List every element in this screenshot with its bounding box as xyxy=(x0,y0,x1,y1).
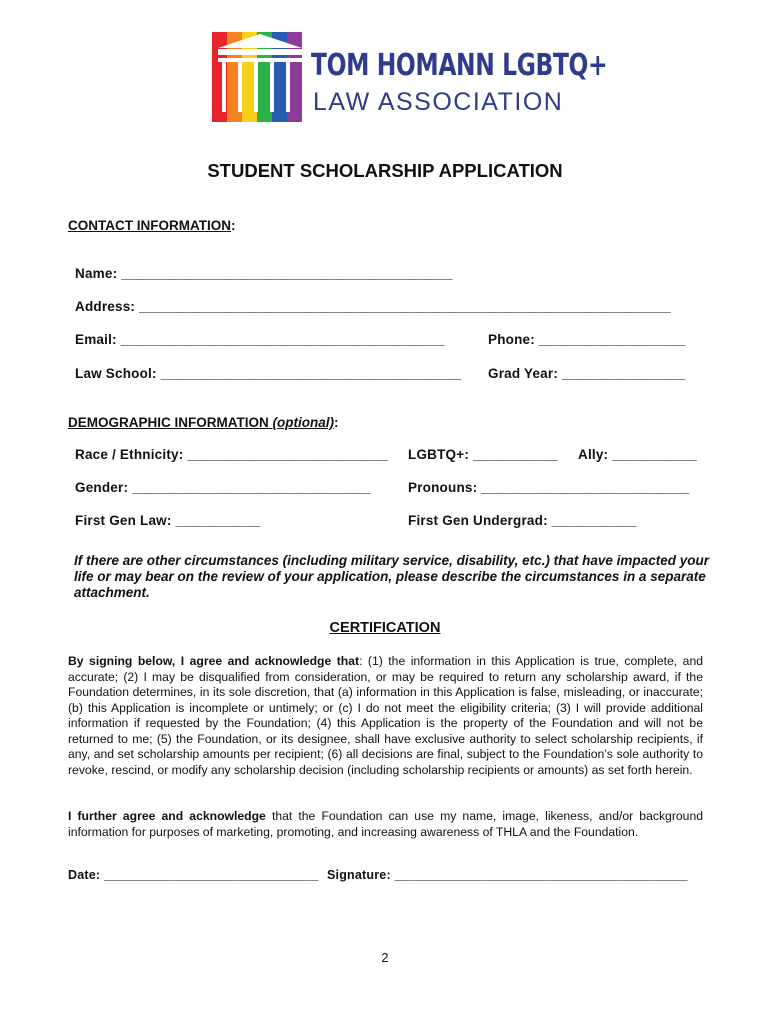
page-title: STUDENT SCHOLARSHIP APPLICATION xyxy=(207,160,563,181)
logo-subtitle: LAW ASSOCIATION xyxy=(313,88,564,116)
contact-heading: CONTACT INFORMATION: xyxy=(68,218,236,233)
certification-heading: CERTIFICATION xyxy=(329,620,441,636)
name-field[interactable]: Name: ___________________________________________ xyxy=(75,266,453,281)
date-field[interactable]: Date: ______________________________ xyxy=(68,868,319,882)
grad-year-field[interactable]: Grad Year: ________________ xyxy=(488,366,686,381)
signature-field[interactable]: Signature: _________________________________________ xyxy=(327,868,688,882)
phone-field[interactable]: Phone: ___________________ xyxy=(488,332,686,347)
marketing-paragraph xyxy=(68,809,703,840)
law-school-field[interactable]: Law School: _______________________________________ xyxy=(75,366,462,381)
gender-field[interactable]: Gender: _______________________________ xyxy=(75,480,372,495)
first-gen-law-field[interactable]: First Gen Law: ___________ xyxy=(75,513,261,528)
demographic-heading: DEMOGRAPHIC INFORMATION (optional): xyxy=(68,415,339,430)
rainbow-pillars-icon xyxy=(212,32,302,122)
first-gen-undergrad-field[interactable]: First Gen Undergrad: ___________ xyxy=(408,513,637,528)
lgbtq-field[interactable]: LGBTQ+: ___________ xyxy=(408,447,558,462)
certification-paragraph xyxy=(68,654,703,778)
logo-title: TOM HOMANN LGBTQ+ xyxy=(311,48,608,83)
marketing-body: that the Foundation can use my name, image, likeness, and/or background information for purposes of marketing, promoting, and increasing awareness of THLA and the Foundation. xyxy=(68,809,703,839)
ally-field[interactable]: Ally: ___________ xyxy=(578,447,697,462)
race-ethnicity-field[interactable]: Race / Ethnicity: __________________________ xyxy=(75,447,388,462)
page-number: 2 xyxy=(381,950,389,965)
certification-lead: By signing below, I agree and acknowledge that xyxy=(68,654,360,668)
email-field[interactable]: Email: __________________________________________ xyxy=(75,332,445,347)
pronouns-field[interactable]: Pronouns: ___________________________ xyxy=(408,480,690,495)
marketing-lead: I further agree and acknowledge xyxy=(68,809,266,823)
address-field[interactable]: Address: _____________________________________________________________________ xyxy=(75,299,671,314)
circumstances-note: If there are other circumstances (including military service, disability, etc.) that have impacted your life or may bear on the review of your application, please describe the circumstances in a separate attachment. xyxy=(74,553,709,600)
optional-label: (optional) xyxy=(272,415,334,430)
certification-body: : (1) the information in this Application is true, complete, and accurate; (2) I may be disqualified from consideration, or may be required to return any scholarship award, if the Foundation determines, in its sole discretion, that (a) information in this Application is false, misleading, or inaccurate; (b) this Application is incomplete or untimely; or (c) I do not meet the eligibility criteria; (3) I will provide additional information if requested by the Foundation; (4) this Application is the property of the Foundation and will not be returned to me; (5) the Foundation, or its designee, shall have exclusive authority to select scholarship recipients, if any, and set scholarship amounts per recipient; (6) all decisions are final, subject to the Foundation’s sole authority to revoke, rescind, or modify any scholarship decision (including scholarship recipients or amounts) as set forth herein. xyxy=(68,654,703,777)
